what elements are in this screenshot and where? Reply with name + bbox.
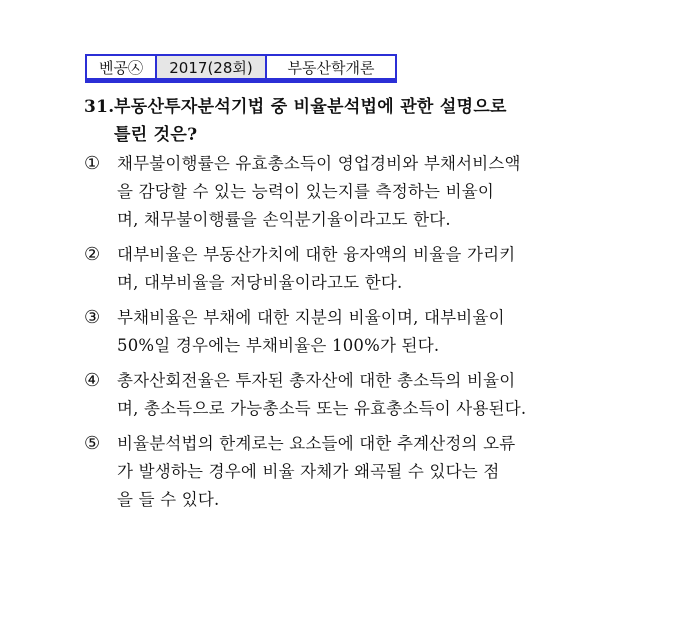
- option-2-line-2: 며, 대부비율을 저당비율이라고도 한다.: [117, 273, 403, 292]
- header-underline: [85, 80, 397, 83]
- question-number: 31.: [84, 97, 115, 117]
- option-5[interactable]: [84, 430, 604, 514]
- option-4-line-2: 며, 총소득으로 가능총소득 또는 유효총소득이 사용된다.: [117, 399, 527, 418]
- option-5-line-1: 비율분석법의 한계로는 요소들에 대한 추계산정의 오류: [117, 434, 516, 453]
- option-4-line-1: 총자산회전율은 투자된 총자산에 대한 총소득의 비율이: [117, 371, 516, 390]
- option-1-mark: ①: [84, 153, 101, 174]
- question-line-1: 부동산투자분석기법 중 비율분석법에 관한 설명으로: [114, 97, 507, 117]
- option-1-line-2: 을 감당할 수 있는 능력이 있는지를 측정하는 비율이: [117, 182, 495, 201]
- option-2-line-1: 대부비율은 부동산가치에 대한 융자액의 비율을 가리키: [117, 245, 516, 264]
- question-stem: [84, 93, 604, 149]
- header-subject: 부동산학개론: [287, 58, 375, 77]
- option-5-mark: ⑤: [84, 433, 101, 454]
- option-5-line-3: 을 들 수 있다.: [117, 490, 220, 509]
- option-4[interactable]: [84, 367, 604, 423]
- option-2-mark: ②: [84, 244, 101, 265]
- option-1-line-1: 채무불이행률은 유효총소득이 영업경비와 부채서비스액: [117, 154, 521, 173]
- option-3-line-2: 50%일 경우에는 부채비율은 100%가 된다.: [117, 336, 440, 355]
- option-5-line-2: 가 발생하는 경우에 비율 자체가 왜곡될 수 있다는 점: [117, 462, 500, 481]
- question-line-2: 틀린 것은?: [114, 125, 198, 145]
- option-3[interactable]: [84, 304, 604, 360]
- option-2[interactable]: [84, 241, 604, 297]
- option-4-mark: ④: [84, 370, 101, 391]
- exam-header: [85, 54, 397, 80]
- option-1-line-3: 며, 채무불이행률을 손익분기율이라고도 한다.: [117, 210, 451, 229]
- header-tag: 벤공㉦: [87, 56, 157, 78]
- option-3-line-1: 부채비율은 부채에 대한 지분의 비율이며, 대부비율이: [117, 308, 505, 327]
- header-year: 2017(28회): [157, 56, 267, 78]
- option-1[interactable]: [84, 150, 604, 234]
- option-3-mark: ③: [84, 307, 101, 328]
